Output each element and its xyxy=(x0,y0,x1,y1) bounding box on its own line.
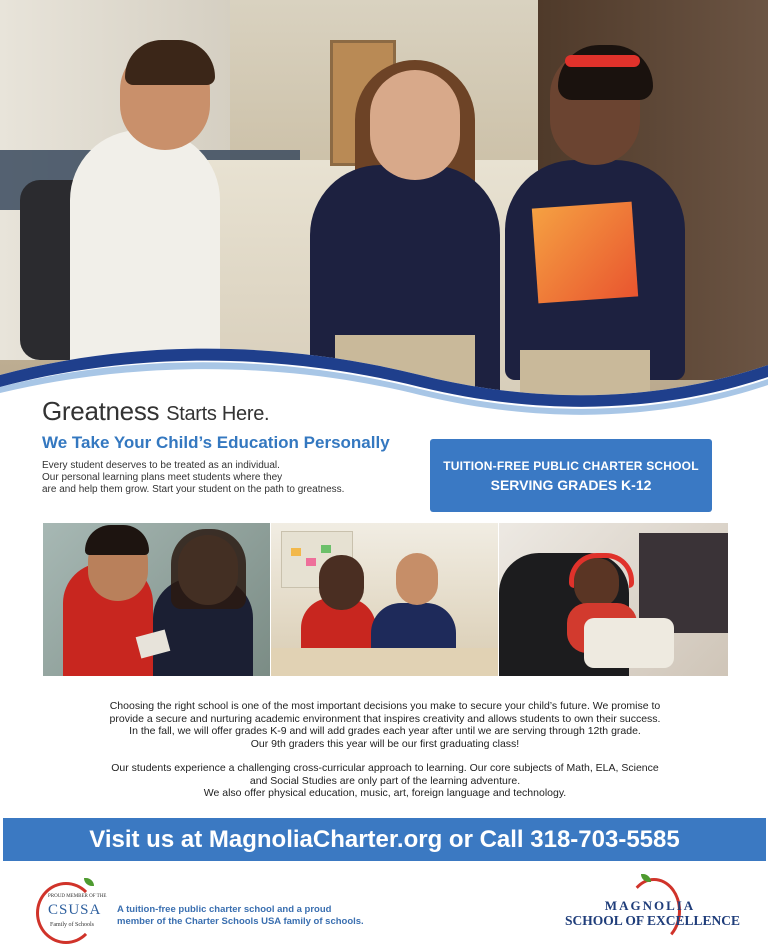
caption-line: A tuition-free public charter school and a proud xyxy=(117,904,332,915)
photo-classroom-writing xyxy=(271,523,498,676)
badge-line-2: SERVING GRADES K-12 xyxy=(490,477,652,493)
csusa-caption xyxy=(117,904,364,928)
headband xyxy=(565,55,640,67)
caption-line: member of the Charter Schools USA family of schools. xyxy=(117,916,364,927)
magnolia-name: MAGNOLIA xyxy=(604,898,696,913)
student-boy-body xyxy=(70,130,220,370)
page-headline xyxy=(42,396,269,427)
headline-rest: Starts Here. xyxy=(166,403,270,425)
csusa-logo xyxy=(34,878,114,940)
body-line: We also offer physical education, music, art, foreign language and technology. xyxy=(203,787,567,799)
subheadline: We Take Your Child’s Education Personally xyxy=(42,433,390,452)
leaf-icon xyxy=(84,878,94,886)
badge-line-1: TUITION-FREE PUBLIC CHARTER SCHOOL xyxy=(443,459,699,473)
headline-main: Greatness xyxy=(42,396,160,426)
intro-line: are and help them grow. Start your student on the path to greatness. xyxy=(42,484,345,495)
intro-paragraph xyxy=(42,460,402,496)
magnolia-subtitle: SCHOOL OF EXCELLENCE xyxy=(565,913,741,928)
csusa-name: CSUSA xyxy=(48,902,102,918)
body-line: In the fall, we will offer grades K-9 and will add grades each year after until we are serving through 12th grade. xyxy=(129,725,641,737)
call-to-action-banner[interactable] xyxy=(3,818,766,861)
body-paragraph-1 xyxy=(80,700,690,750)
body-line: and Social Studies are only part of the learning adventure. xyxy=(249,774,521,787)
body-line: Our students experience a challenging cross-curricular approach to learning. Our core subjects of Math, ELA, Science xyxy=(111,762,659,774)
body-line: Choosing the right school is one of the most important decisions you make to secure your child’s future. We promise to xyxy=(109,700,661,712)
student-girl-center-face xyxy=(370,70,460,180)
intro-line: Every student deserves to be treated as an individual. xyxy=(42,460,280,471)
photo-students-tablet xyxy=(43,523,270,676)
body-paragraph-2 xyxy=(80,762,690,800)
csusa-family: Family of Schools xyxy=(50,922,95,928)
body-line: Our 9th graders this year will be our first graduating class! xyxy=(250,737,520,750)
photo-reading-headphones xyxy=(499,523,728,676)
magnolia-logo xyxy=(565,872,740,942)
tuition-free-badge xyxy=(430,439,712,512)
body-line: provide a secure and nurturing academic environment that inspires creativity and allows students to own their success. xyxy=(109,712,661,725)
cta-text[interactable]: Visit us at MagnoliaCharter.org or Call 318-703-5585 xyxy=(89,826,680,853)
csusa-proud-member: PROUD MEMBER OF THE xyxy=(48,894,107,899)
intro-line: Our personal learning plans meet students where they xyxy=(42,472,283,483)
math-book xyxy=(532,202,638,304)
